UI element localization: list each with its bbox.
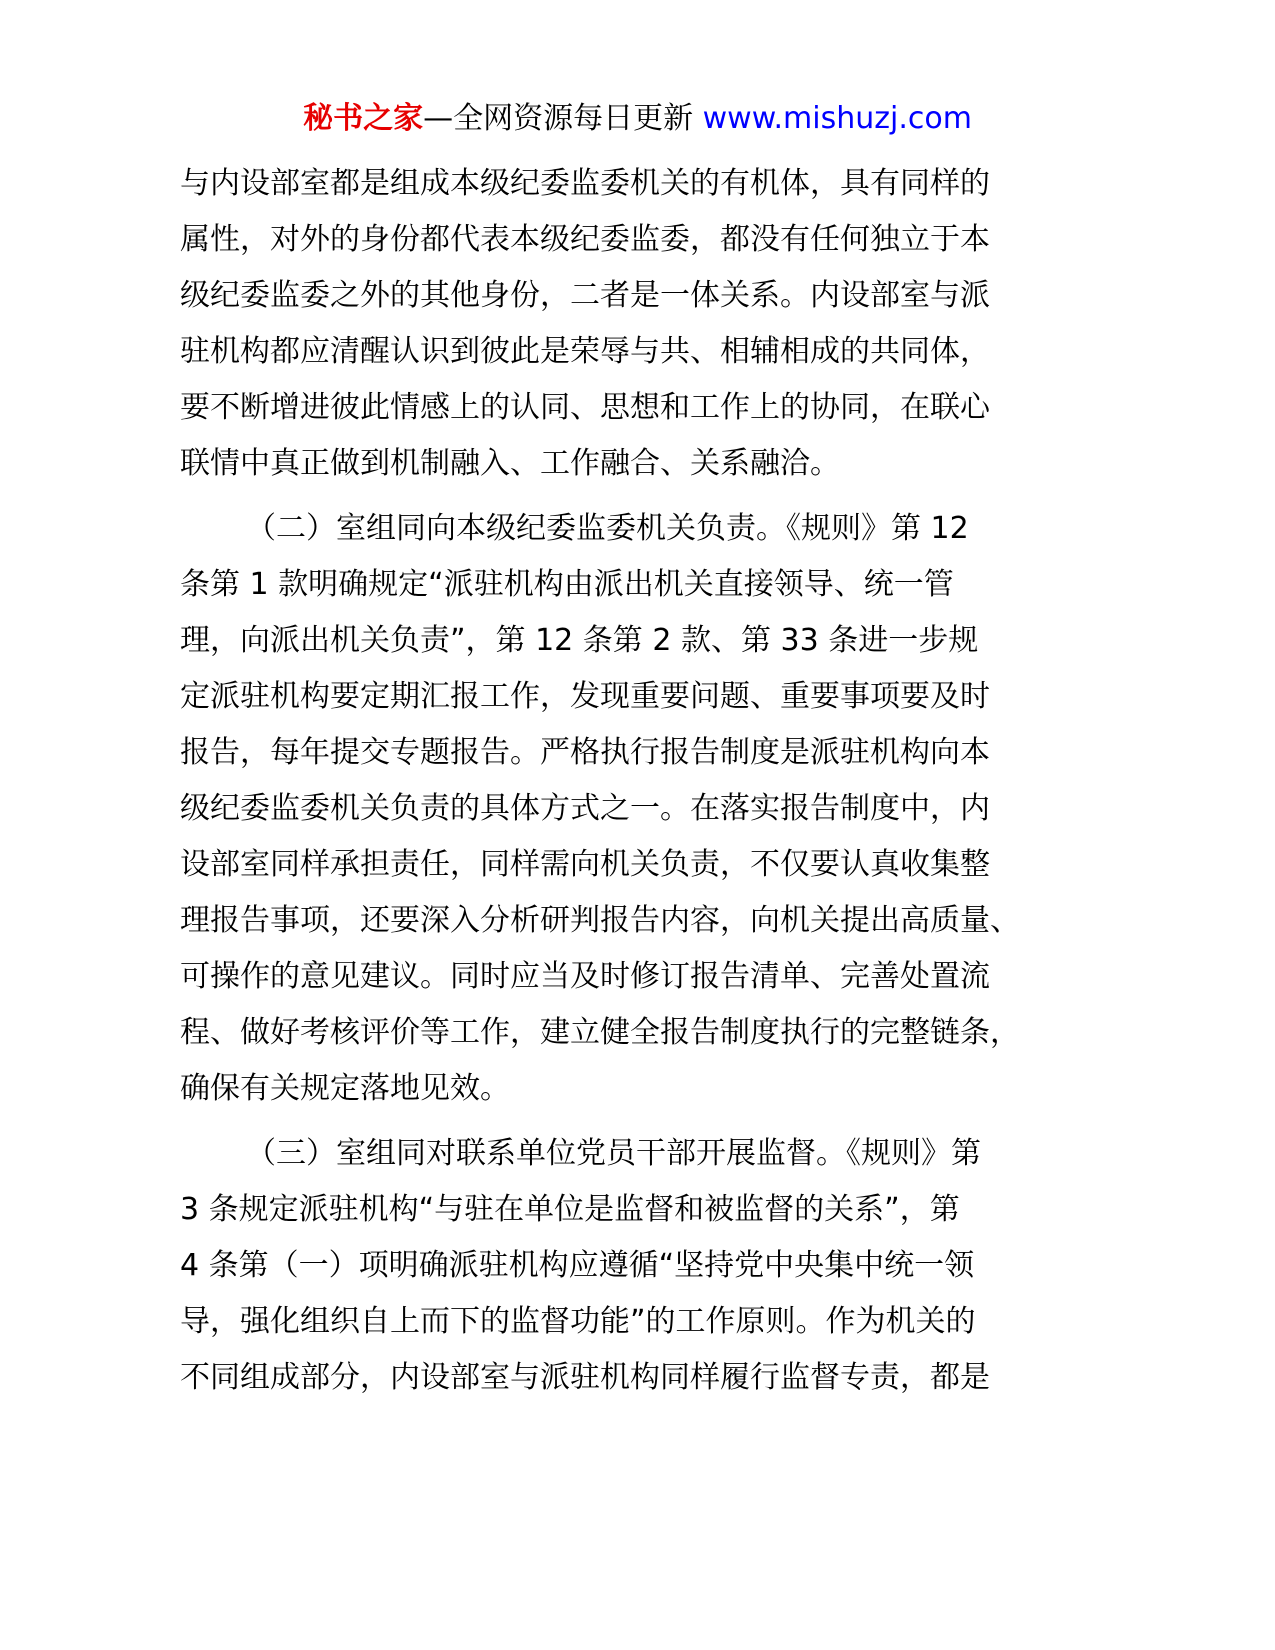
text-line: 定派驻机构要定期汇报工作，发现重要问题、重要事项要及时 [180, 679, 990, 714]
text-line: 驻机构都应清醒认识到彼此是荣辱与共、相辅相成的共同体， [180, 334, 990, 369]
text-line: 4 条第（一）项明确派驻机构应遵循“坚持党中央集中统一领 [180, 1248, 975, 1283]
paragraph-section-3 [180, 1126, 1060, 1406]
text-line: 确保有关规定落地见效。 [180, 1071, 510, 1106]
text-line: （三）室组同对联系单位党员干部开展监督。《规则》第 [246, 1136, 981, 1171]
text-line: 要不断增进彼此情感上的认同、思想和工作上的协同，在联心 [180, 390, 990, 425]
text-line: 理，向派出机关负责”，第 12 条第 2 款、第 33 条进一步规 [180, 623, 979, 658]
text-line: 程、做好考核评价等工作，建立健全报告制度执行的完整链条， [180, 1015, 1020, 1050]
text-line: 可操作的意见建议。同时应当及时修订报告清单、完善处置流 [180, 959, 990, 994]
header-brand: 秘书之家 [303, 101, 424, 136]
text-line: 3 条规定派驻机构“与驻在单位是监督和被监督的关系”，第 [180, 1192, 960, 1227]
paragraph-gap [180, 1117, 1060, 1126]
text-line: 设部室同样承担责任，同样需向机关负责，不仅要认真收集整 [180, 847, 990, 882]
paragraph-gap [180, 492, 1060, 501]
text-line: 联情中真正做到机制融入、工作融合、关系融洽。 [180, 446, 840, 481]
paragraph-section-2 [180, 501, 1060, 1117]
text-line: 报告，每年提交专题报告。严格执行报告制度是派驻机构向本 [180, 735, 990, 770]
page-header [0, 99, 1275, 139]
text-line: 导，强化组织自上而下的监督功能”的工作原则。作为机关的 [180, 1304, 976, 1339]
text-line: 与内设部室都是组成本级纪委监委机关的有机体，具有同样的 [180, 166, 990, 201]
text-line: 级纪委监委之外的其他身份，二者是一体关系。内设部室与派 [180, 278, 990, 313]
text-line: 级纪委监委机关负责的具体方式之一。在落实报告制度中，内 [180, 791, 990, 826]
paragraph-continuation [180, 156, 1060, 492]
text-line: 条第 1 款明确规定“派驻机构由派出机关直接领导、统一管 [180, 567, 954, 602]
document-body [180, 156, 1060, 1406]
header-url-link[interactable]: www.mishuzj.com [702, 101, 972, 136]
text-line: 不同组成部分，内设部室与派驻机构同样履行监督专责，都是 [180, 1360, 990, 1395]
text-line: （二）室组同向本级纪委监委机关负责。《规则》第 12 [246, 511, 969, 546]
text-line: 属性，对外的身份都代表本级纪委监委，都没有任何独立于本 [180, 222, 990, 257]
header-tagline: —全网资源每日更新 [423, 101, 694, 136]
text-line: 理报告事项，还要深入分析研判报告内容，向机关提出高质量、 [180, 903, 1020, 938]
